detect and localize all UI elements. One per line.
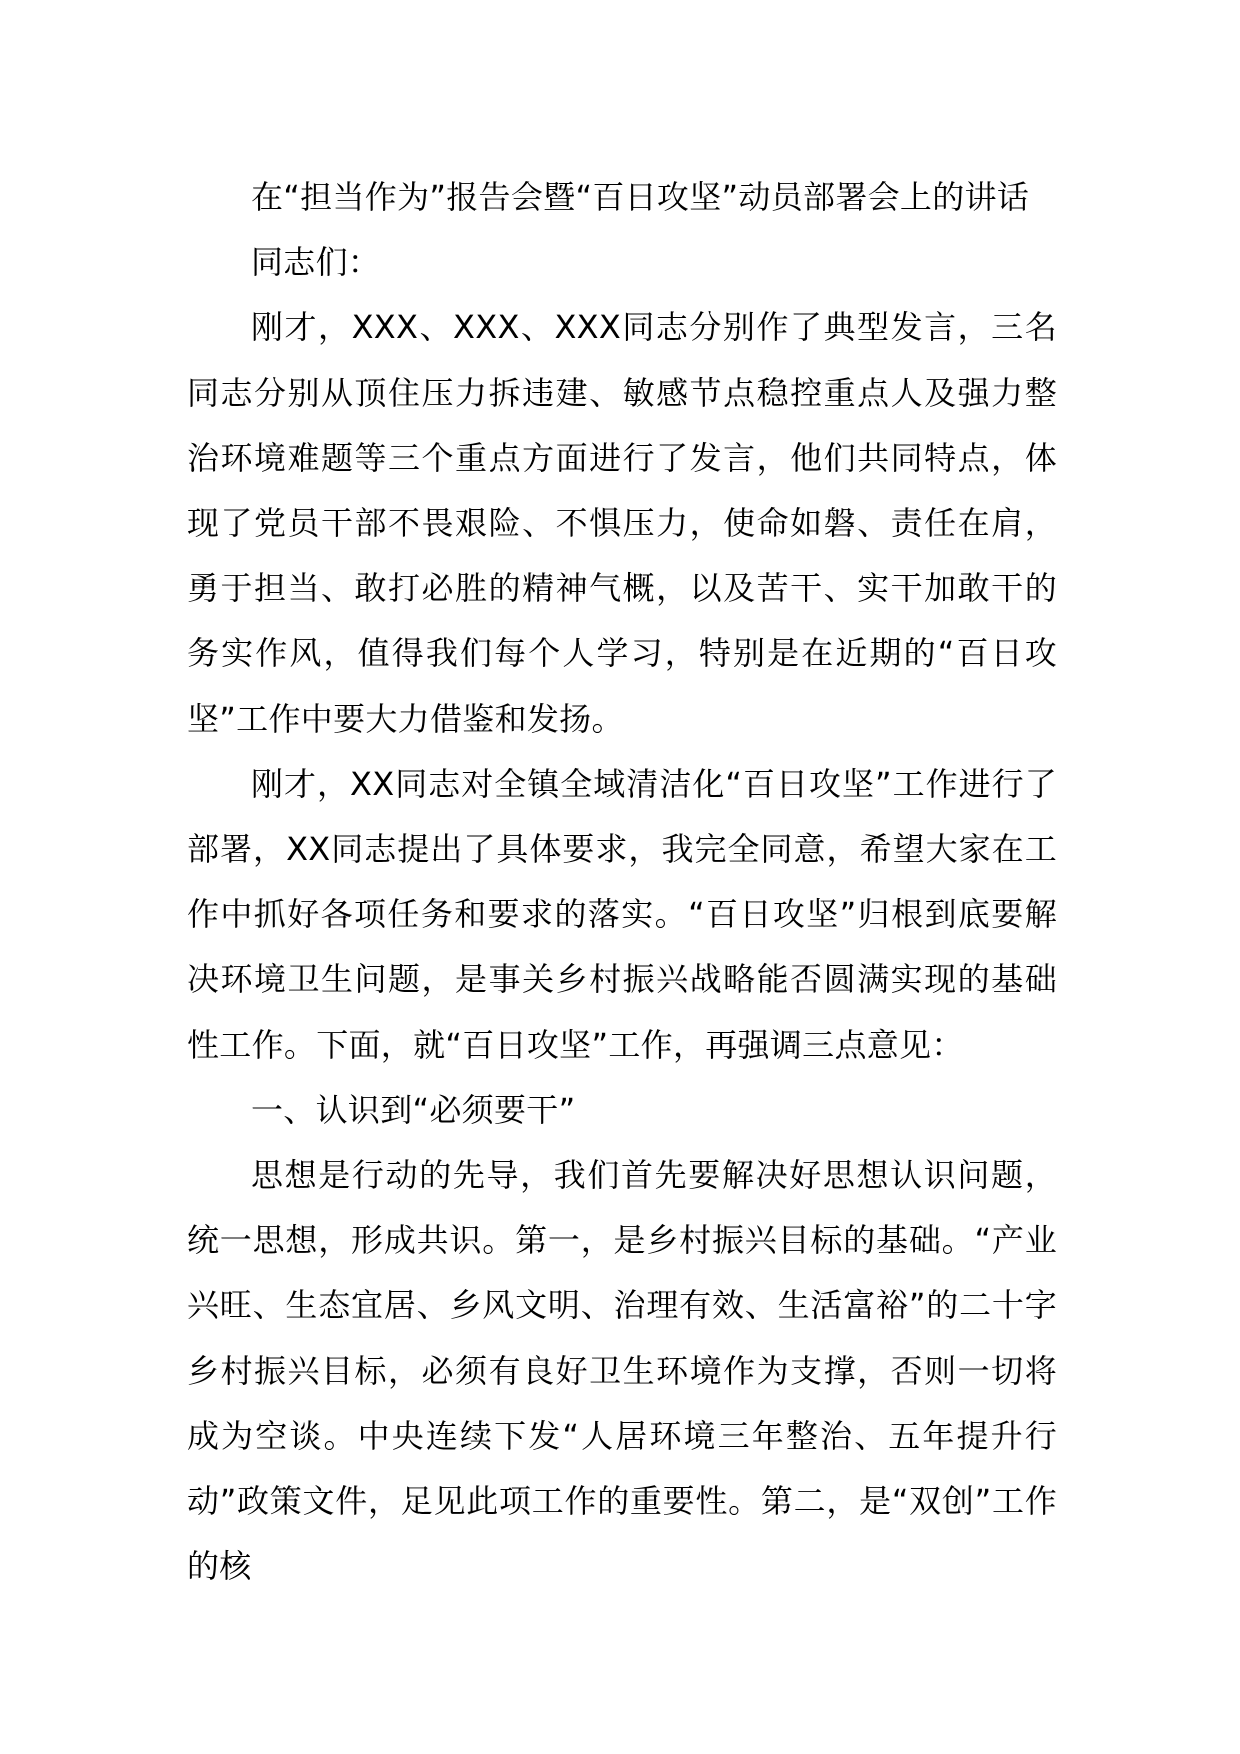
- section-paragraph: 思想是行动的先导，我们首先要解决好思想认识问题，统一思想，形成共识。第一，是乡村振兴目标的基础。“产业兴旺、生态宜居、乡风文明、治理有效、生活富裕”的二十字乡村振兴目标，必须有良好卫生环境作为支撑，否则一切将成为空谈。中央连续下发“人居环境三年整治、五年提升行动”政策文件，足见此项工作的重要性。第二，是“双创”工作的核: [187, 1156, 1057, 1586]
- body-paragraph-1: 刚才，XXX、XXX、XXX同志分别作了典型发言，三名同志分别从顶住压力拆违建、敏感节点稳控重点人及强力整治环境难题等三个重点方面进行了发言，他们共同特点，体现了党员干部不畏艰险、不惧压力，使命如磐、责任在肩，勇于担当、敢打必胜的精神气概，以及苦干、实干加敢干的务实作风，值得我们每个人学习，特别是在近期的“百日攻坚”工作中要大力借鉴和发扬。: [187, 308, 1057, 738]
- section-heading: 一、认识到“必须要干”: [251, 1090, 576, 1129]
- document-page: [187, 165, 1057, 1599]
- salutation: 同志们：: [251, 243, 381, 282]
- body-paragraph-2: 刚才，XX同志对全镇全域清洁化“百日攻坚”工作进行了部署，XX同志提出了具体要求，我完全同意，希望大家在工作中抓好各项任务和要求的落实。“百日攻坚”归根到底要解决环境卫生问题，是事关乡村振兴战略能否圆满实现的基础性工作。下面，就“百日攻坚”工作，再强调三点意见：: [187, 764, 1057, 1064]
- document-title: 在“担当作为”报告会暨“百日攻坚”动员部署会上的讲话: [251, 178, 1030, 216]
